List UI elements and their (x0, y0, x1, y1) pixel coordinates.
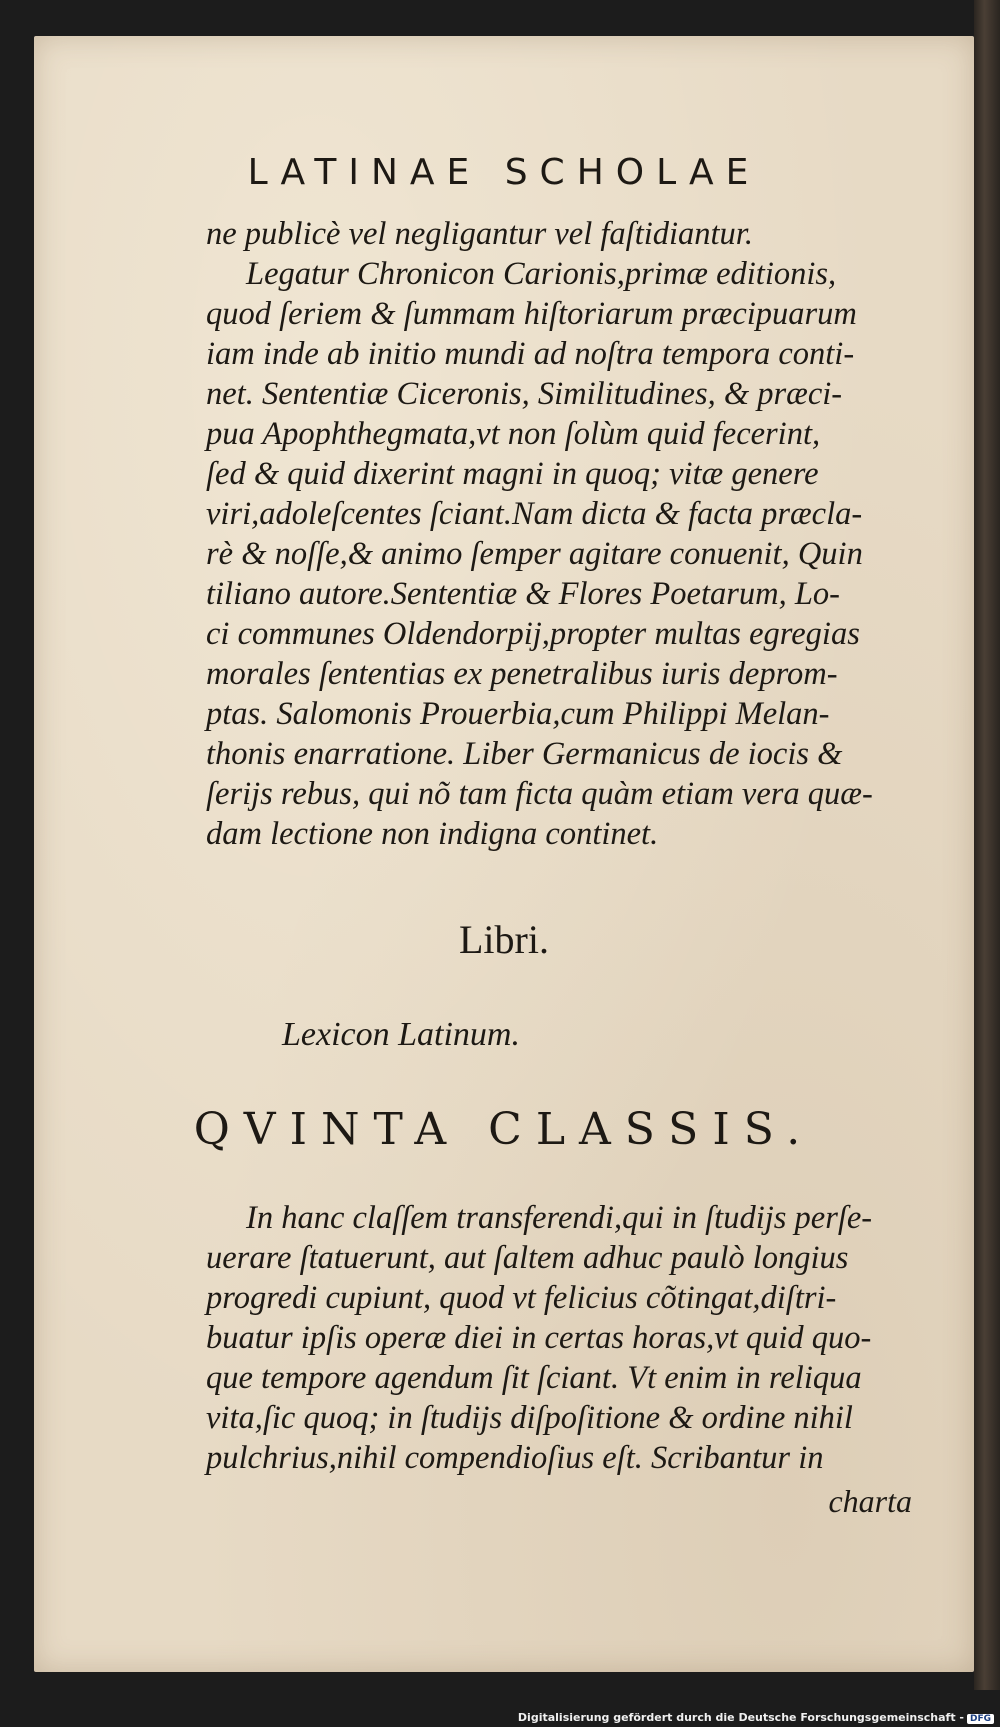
digitization-credit (518, 1711, 994, 1724)
text-line: thonis enarratione. Liber Germanicus de iocis & (206, 736, 843, 772)
classis-heading: QVINTA CLASSIS. (193, 1104, 815, 1155)
credit-text: Digitalisierung gefördert durch die Deutsche Forschungsgemeinschaft - (517, 1711, 964, 1724)
text-line: viri,adoleſcentes ſciant.Nam dicta & facta præcla- (206, 496, 863, 532)
text-line: progredi cupiunt, quod vt felicius cõtingat,diſtri- (206, 1280, 837, 1316)
text-line: ſerijs rebus, qui nõ tam ficta quàm etiam vera quæ- (206, 776, 873, 812)
text-line: ne publicè vel negligantur vel faſtidiantur. (206, 216, 753, 252)
paragraph-1 (206, 214, 918, 854)
text-line: pua Apophthegmata,vt non ſolùm quid fecerint, (206, 416, 821, 452)
libri-heading: Libri. (459, 917, 549, 962)
text-line: rè & noſſe,& animo ſemper agitare conuenit, Quin (206, 536, 863, 572)
catchword: charta (828, 1483, 912, 1519)
text-line: ptas. Salomonis Prouerbia,cum Philippi Melan- (206, 696, 830, 732)
text-line: morales ſententias ex penetralibus iuris deprom- (206, 656, 838, 692)
book-edge (974, 0, 1000, 1690)
paragraph-2 (206, 1198, 918, 1478)
text-line: Legatur Chronicon Carionis,primæ editionis, (246, 256, 837, 292)
running-head: LATINAE SCHOLAE (247, 152, 761, 193)
text-line: quod ſeriem & ſummam hiſtoriarum præcipuarum (206, 296, 857, 332)
text-line: vita,ſic quoq; in ſtudijs diſpoſitione & ordine nihil (206, 1400, 853, 1436)
text-line: dam lectione non indigna continet. (206, 816, 659, 852)
text-line: que tempore agendum ſit ſciant. Vt enim in reliqua (206, 1360, 862, 1396)
text-line: uerare ſtatuerunt, aut ſaltem adhuc paulò longius (206, 1240, 849, 1276)
text-line: buatur ipſis operæ diei in certas horas,vt quid quo- (206, 1320, 872, 1356)
text-line: pulchrius,nihil compendioſius eſt. Scribantur in (206, 1440, 824, 1476)
text-line: net. Sententiæ Ciceronis, Similitudines, & præci- (206, 376, 843, 412)
text-line: In hanc claſſem transferendi,qui in ſtudijs perſe- (246, 1200, 873, 1236)
text-line: ſed & quid dixerint magni in quoq; vitæ genere (206, 456, 819, 492)
lexicon-line: Lexicon Latinum. (282, 1016, 520, 1053)
dfg-logo: DFG (967, 1714, 994, 1724)
book-page (34, 36, 974, 1672)
text-line: tiliano autore.Sententiæ & Flores Poetarum, Lo- (206, 576, 841, 612)
text-line: ci communes Oldendorpij,propter multas egregias (206, 616, 860, 652)
text-line: iam inde ab initio mundi ad noſtra tempora conti- (206, 336, 855, 372)
